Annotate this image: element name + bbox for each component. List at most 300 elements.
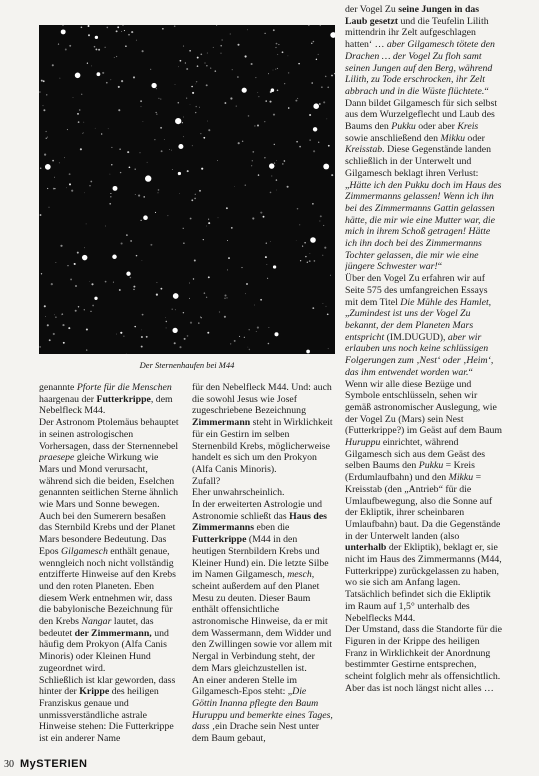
star: [220, 45, 222, 47]
star: [127, 151, 129, 153]
star: [309, 114, 311, 116]
star: [172, 309, 173, 310]
paragraph: der Vogel Zu seine Jungen in das Laub gesetzt und die Teufelin Lilith mittendrin ihr Zelt aufgeschlagen hatten‘ … aber Gilgamesch tötete den Drachen … der Vogel Zu floh samt seinen Jungen auf den Berg, während Lilith, zu Tode erschrocken, ihr Zelt abbrach und in die Wüste flüchtete.“: [345, 4, 495, 97]
star: [75, 73, 81, 79]
star: [133, 286, 135, 288]
star: [122, 25, 123, 26]
star: [313, 41, 315, 43]
star: [178, 102, 180, 104]
star: [208, 129, 210, 131]
paragraph: Der Astronom Ptolemäus behauptet in seinen astrologischen Vorhersagen, dass der Sternennebel praesepe gleiche Wirkung wie Mars und Mond verursacht, während sich die beiden, Eselchen genannten seitlichen Sterne ähnlich wie Mars und Sonne bewegen.: [39, 417, 179, 511]
star: [168, 215, 169, 216]
star: [277, 54, 278, 55]
star: [288, 72, 289, 73]
star: [327, 313, 329, 315]
star: [90, 311, 91, 312]
star: [89, 281, 90, 282]
star: [287, 55, 288, 56]
star: [133, 289, 134, 290]
star: [77, 113, 79, 115]
text-column-1: [39, 382, 180, 752]
star: [230, 343, 231, 344]
star: [75, 310, 77, 312]
star: [324, 247, 326, 249]
star: [128, 34, 130, 36]
star: [61, 315, 62, 316]
star: [58, 44, 59, 45]
star: [40, 167, 41, 168]
text-column-3: [345, 4, 503, 752]
star: [277, 90, 279, 92]
star: [203, 137, 205, 139]
star: [69, 183, 71, 185]
star: [264, 33, 265, 34]
paragraph: In der erweiterten Astrologie und Astronomie schließt das Haus des Zimmermanns eben die Futterkrippe (M44 in den heutigen Sternbildern Krebs und Kleiner Hund) ein. Die letzte Silbe im Namen Gilgamesch, mesch, scheint außerdem auf den Planet Mesu zu deuten. Dieser Baum enthält offensichtliche astronomische Hinweise, da er mit dem Wassermann, dem Widder und den Zwillingen sowie vor allem mit Nergal in Verbindung steht, der dem Mars gleichzustellen ist.: [192, 499, 333, 674]
star: [186, 68, 188, 70]
star: [67, 265, 68, 266]
star: [192, 92, 194, 94]
star: [242, 88, 247, 93]
star: [323, 101, 325, 103]
star: [319, 221, 320, 222]
star: [330, 32, 335, 38]
star: [109, 203, 111, 205]
star: [217, 160, 218, 161]
star: [101, 133, 102, 134]
star: [156, 113, 158, 115]
star: [264, 121, 265, 122]
star: [179, 193, 180, 194]
star: [273, 29, 275, 31]
star: [106, 27, 108, 29]
star: [143, 215, 148, 220]
star: [178, 175, 179, 176]
star: [236, 106, 237, 107]
star: [322, 255, 323, 256]
star: [190, 218, 192, 220]
star: [150, 69, 151, 70]
star: [200, 133, 201, 134]
star: [298, 63, 300, 65]
star: [52, 160, 54, 162]
star: [165, 317, 166, 318]
star: [224, 316, 226, 318]
star: [269, 101, 271, 103]
star: [323, 225, 324, 226]
star: [320, 25, 321, 26]
star: [224, 294, 226, 296]
star: [204, 292, 206, 294]
star: [257, 124, 259, 126]
star: [40, 214, 42, 216]
star: [172, 169, 173, 170]
star: [316, 59, 317, 60]
star: [325, 76, 327, 78]
star: [299, 146, 301, 148]
paragraph: Aber das ist noch längst nicht alles …: [345, 682, 494, 694]
paragraph: Eher unwahrscheinlich.: [192, 487, 285, 499]
star: [111, 164, 112, 165]
star: [172, 328, 177, 333]
star-field-image: [39, 25, 335, 354]
star: [269, 163, 274, 168]
star: [88, 25, 90, 27]
star: [141, 346, 143, 348]
star: [208, 276, 210, 278]
star: [274, 162, 275, 163]
star: [39, 346, 41, 348]
star: [252, 217, 254, 219]
star: [75, 285, 77, 287]
star: [258, 174, 259, 175]
star: [140, 100, 142, 102]
star: [310, 237, 316, 243]
star: [91, 66, 92, 67]
star: [297, 208, 298, 209]
paragraph: für den Nebelfleck M44. Und: auch die sowohl Jesus wie Josef zugeschriebene Bezeichnung Zimmermann steht in Wirklichkeit für ein Gestirn im selben Sternenbild Krebs, möglicherweise handelt es sich um den Prokyon (Alfa Canis Minoris).: [192, 382, 333, 475]
star: [266, 264, 267, 265]
star: [234, 186, 235, 187]
star: [70, 278, 72, 280]
star: [326, 119, 327, 120]
star: [207, 53, 208, 54]
star: [117, 26, 119, 28]
star: [69, 45, 71, 47]
star: [277, 68, 278, 69]
star: [78, 306, 79, 307]
star: [156, 112, 157, 113]
star: [193, 278, 194, 279]
star: [140, 152, 141, 153]
star: [269, 327, 270, 328]
star: [97, 72, 101, 76]
star: [331, 75, 333, 77]
paragraph: Schließlich ist klar geworden, dass hinter der Krippe des heiligen Franziskus genaue und unmissverständliche astrale Hinweise stehen: Die Futterkrippe ist ein anderer Name: [39, 674, 176, 745]
star: [251, 165, 252, 166]
star: [125, 45, 127, 47]
star: [208, 219, 209, 220]
star: [49, 207, 50, 208]
star: [182, 122, 183, 123]
star: [196, 81, 197, 82]
star: [161, 150, 163, 152]
star: [196, 106, 197, 107]
star: [313, 127, 317, 131]
star: [147, 162, 148, 163]
star: [171, 150, 172, 151]
star: [255, 77, 256, 78]
star: [67, 129, 68, 130]
star: [175, 309, 176, 310]
star: [69, 173, 71, 175]
star: [183, 136, 184, 137]
star: [205, 63, 206, 64]
star: [86, 328, 88, 330]
star: [45, 164, 51, 170]
page-footer: [4, 756, 87, 772]
star: [195, 112, 196, 113]
star: [84, 309, 85, 310]
star: [59, 163, 60, 164]
star: [116, 334, 117, 335]
star: [321, 87, 322, 88]
star: [61, 29, 66, 34]
star: [199, 107, 200, 108]
star: [105, 226, 106, 227]
star: [248, 115, 250, 117]
star: [54, 314, 55, 315]
star: [66, 187, 67, 188]
star: [129, 166, 131, 168]
star: [320, 215, 322, 217]
star: [189, 50, 191, 52]
star: [150, 244, 152, 246]
star: [94, 46, 96, 48]
text-column-2: [192, 382, 333, 752]
star: [44, 305, 46, 307]
star: [133, 76, 135, 78]
star: [288, 107, 290, 109]
star: [257, 327, 259, 329]
star: [64, 157, 65, 158]
star: [160, 288, 162, 290]
star: [260, 212, 262, 214]
star: [278, 44, 279, 45]
star: [81, 94, 82, 95]
star: [309, 139, 310, 140]
star: [239, 336, 240, 337]
star: [113, 186, 118, 191]
star: [112, 255, 117, 260]
paragraph: Wenn wir alle diese Bezüge und Symbole entschlüsseln, sehen wir gemäß astronomischer Auslegung, wie der Vogel Zu (Mars) sein Nest (Futterkrippe?) im Geäst auf dem Baum Huruppu einrichtet, während Gilgamesch sich aus dem Geäst des selben Baums den Pukku = Kreis (Erdumlaufbahn) und den Mikku = Kreisstab (den „Antrieb“ für die Umlaufbewegung, also die Sonne auf der Ekliptik, ihrer scheinbaren Umlaufbahn) baut. Da die Gegenstände in der Unterwelt landen (also unterhalb der Ekliptik), beklagt er, sie nicht im Haus des Zimmermanns (M44, Futterkrippe) zurückgelassen zu haben, wo sie sich am Anfang lagen. Tatsächlich befindet sich die Ekliptik im Raum auf 1,5° unterhalb des Nebelflecks M44.: [345, 378, 502, 624]
star: [126, 353, 127, 354]
star: [244, 337, 245, 338]
star: [88, 34, 90, 36]
star: [197, 57, 199, 59]
star: [274, 332, 278, 336]
star: [245, 293, 246, 294]
star: [46, 137, 48, 139]
star: [328, 348, 329, 349]
star: [98, 49, 100, 51]
star: [86, 349, 87, 350]
star: [62, 25, 63, 26]
star: [266, 243, 267, 244]
star: [265, 100, 266, 101]
star: [218, 217, 219, 218]
star: [276, 179, 277, 180]
star: [304, 242, 305, 243]
star: [162, 28, 164, 30]
star: [254, 125, 255, 126]
star: [200, 53, 202, 55]
star: [84, 247, 85, 248]
star: [52, 64, 54, 66]
star: [105, 47, 106, 48]
star: [313, 103, 319, 109]
star: [141, 106, 142, 107]
star: [156, 294, 158, 296]
star: [330, 275, 331, 276]
star: [56, 262, 57, 263]
star: [105, 281, 107, 283]
star: [160, 99, 161, 100]
star: [51, 283, 53, 285]
star: [83, 132, 84, 133]
star: [118, 86, 120, 88]
star: [197, 65, 199, 67]
star: [116, 56, 117, 57]
star: [80, 148, 82, 150]
star: [164, 139, 165, 140]
star: [83, 122, 84, 123]
star: [173, 293, 179, 299]
star: [156, 282, 157, 283]
star: [110, 193, 111, 194]
star: [60, 78, 61, 79]
star: [120, 332, 122, 334]
paragraph: Zufall?: [192, 475, 221, 487]
star: [183, 312, 184, 313]
star: [143, 196, 145, 198]
star: [60, 245, 62, 247]
star: [220, 53, 221, 54]
star: [126, 234, 128, 236]
paragraph: Dann bildet Gilgamesch für sich selbst aus dem Wurzelgeflecht und Laub des Baums den Pukku oder aber Kreis sowie anschließend den Mikku oder Kreisstab. Diese Gegenstände landen schließlich in der Unterwelt und Gilgamesch beklagt ihren Verlust: „Hätte ich den Pukku doch im Haus des Zimmermanns gelassen! Wenn ich ihn bei des Zimmermanns Gattin gelassen hätte, die mir wie eine Mutter war, die mich in ihrem Schoß getragen! Hätte ich ihn doch bei des Zimmermanns Tochter gelassen, die mir wie eine jüngere Schwester war!“: [345, 97, 502, 273]
star: [238, 142, 240, 144]
star: [160, 127, 162, 129]
star: [146, 336, 148, 338]
star: [328, 145, 330, 147]
star: [187, 335, 189, 337]
star: [114, 57, 115, 58]
star: [263, 216, 265, 218]
star: [206, 84, 208, 86]
star: [135, 169, 136, 170]
star: [43, 109, 45, 111]
paragraph: Über den Vogel Zu erfahren wir auf Seite 575 des umfangreichen Essays mit dem Titel Die Mühle des Hamlet, „Zumindest ist uns der Vogel Zu bekannt, der dem Planeten Mars entspricht (IM.DUGUD), aber wir erlauben uns noch keine schlüssigen Folgerungen zum ‚Nest‘ oder ‚Heim‘, das ihm entwendet worden war.“: [345, 273, 494, 378]
star: [113, 282, 114, 283]
star: [268, 73, 269, 74]
star: [190, 104, 191, 105]
star: [331, 174, 333, 176]
star: [190, 322, 192, 324]
star: [299, 224, 300, 225]
star: [136, 255, 138, 257]
star: [174, 342, 176, 344]
star: [130, 240, 131, 241]
star: [326, 306, 327, 307]
star: [191, 86, 193, 88]
star: [130, 277, 132, 279]
paragraph: An einer anderen Stelle im Gilgamesch-Epos steht: „Die Göttin Inanna pflegte den Baum Huruppu und bemerkte eines Tages, dass ‚ein Drache sein Nest unter dem Baum gebaut,: [192, 674, 333, 745]
star: [241, 267, 242, 268]
star: [135, 194, 136, 195]
paragraph: genannte Pforte für die Menschen haargenau der Futterkrippe, dem Nebelfleck M44.: [39, 382, 173, 417]
star: [121, 80, 123, 82]
star: [206, 297, 207, 298]
star: [270, 241, 271, 242]
star: [183, 228, 184, 229]
star: [74, 263, 75, 264]
star: [312, 307, 314, 309]
star: [175, 118, 181, 124]
star: [142, 314, 144, 316]
star: [206, 226, 207, 227]
star: [268, 343, 270, 345]
star: [189, 298, 190, 299]
star: [143, 121, 144, 122]
star: [154, 139, 155, 140]
star: [121, 242, 123, 244]
star: [95, 48, 97, 50]
star: [84, 192, 85, 193]
star: [178, 144, 183, 149]
star: [41, 273, 42, 274]
star: [284, 83, 285, 84]
star: [307, 262, 308, 263]
star: [258, 96, 259, 97]
star: [247, 29, 248, 30]
star: [141, 336, 143, 338]
star: [195, 84, 196, 85]
star: [134, 326, 135, 327]
star: [158, 98, 159, 99]
star: [246, 283, 248, 285]
star: [145, 175, 151, 181]
star: [194, 198, 196, 200]
star: [110, 79, 111, 80]
star: [183, 243, 184, 244]
star: [300, 260, 301, 261]
star: [141, 220, 142, 221]
star: [265, 256, 267, 258]
star: [108, 128, 109, 129]
paragraph: Auch bei den Sumerern besaßen das Sternbild Krebs und der Planet Mars besondere Bedeutung. Das Epos Gilgamesch enthält genaue, wenngleich noch nicht vollständig entzifferte Hinweise auf den Krebs und den roten Planeten. Eben diesem Werk entnehmen wir, dass die babylonische Bezeichnung für den Krebs Nangar lautet, das bedeutet der Zimmermann, und häufig dem Prokyon (Alfa Canis Minoris) oder Kleinen Hund zugeordnet wird.: [39, 510, 176, 674]
star: [319, 103, 321, 105]
star: [192, 145, 193, 146]
star: [78, 121, 80, 123]
star: [276, 160, 277, 161]
star: [242, 141, 243, 142]
star: [287, 186, 289, 188]
star: [334, 73, 335, 74]
star: [295, 100, 297, 102]
star: [41, 80, 43, 82]
star: [309, 260, 311, 262]
star: [116, 30, 118, 32]
star: [82, 133, 83, 134]
star: [178, 66, 179, 67]
star: [179, 346, 181, 348]
star: [53, 333, 55, 335]
star: [249, 329, 250, 330]
star: [271, 88, 275, 92]
star: [226, 297, 227, 298]
star: [95, 36, 98, 39]
star: [208, 222, 210, 224]
star: [296, 141, 298, 143]
paragraph: Der Umstand, dass die Standorte für die Figuren in der Krippe des heiligen Franz in Wirklichkeit der Anordnung bestimmter Gestirne entsprechen, scheint folglich mehr als offensichtlich.: [345, 624, 502, 683]
star: [248, 347, 249, 348]
star: [237, 76, 239, 78]
star: [305, 256, 306, 257]
star: [275, 47, 276, 48]
star: [54, 177, 55, 178]
star: [156, 88, 157, 89]
star: [166, 321, 167, 322]
star: [106, 82, 108, 84]
